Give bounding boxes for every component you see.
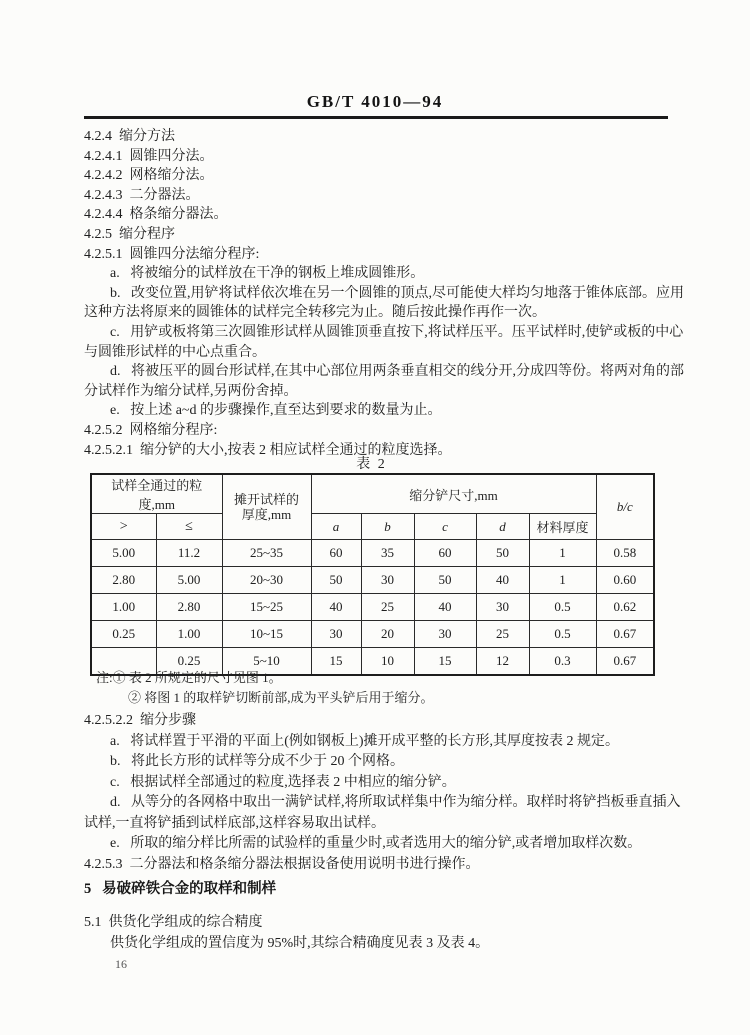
list-item: a. 将试样置于平滑的平面上(例如钢板上)摊开成平整的长方形,其厚度按表 2 规定。: [110, 733, 620, 749]
table-cell: 1: [529, 540, 596, 567]
list-item: d. 将被压平的圆台形试样,在其中心部位用两条垂直相交的线分开,分成四等份。将两对角的部: [110, 364, 684, 380]
clause-line: 5.1 供货化学组成的综合精度: [84, 915, 263, 930]
clause-block-51: [84, 912, 724, 954]
list-item: e. 按上述 a~d 的步骤操作,直至达到要求的数量为止。: [110, 403, 442, 419]
table-row: [91, 540, 654, 567]
clause-block-42522: [84, 711, 724, 875]
table-cell: 1: [529, 567, 596, 594]
table-cell: 50: [476, 540, 529, 567]
table-cell: 0.5: [529, 594, 596, 621]
list-item-continuation: 试样,一直将铲插到试样底部,这样容易取出试样。: [84, 815, 385, 831]
table-cell: 25~35: [222, 540, 311, 567]
col-header-a: a: [311, 514, 361, 540]
table-cell: 35: [361, 540, 414, 567]
table-cell: 0.58: [596, 540, 654, 567]
table-cell: 10~15: [222, 621, 311, 648]
table-cell: 0.5: [529, 621, 596, 648]
clause-line: 4.2.4.2 网格缩分法。: [84, 168, 214, 184]
table-2: [90, 473, 655, 676]
col-header-material-thickness: 材料厚度: [529, 514, 596, 540]
list-item: c. 根据试样全部通过的粒度,选择表 2 中相应的缩分铲。: [110, 774, 456, 790]
col-header-c: c: [414, 514, 476, 540]
col-header-b: b: [361, 514, 414, 540]
clause-line: 4.2.5.2.2 缩分步骤: [84, 713, 196, 728]
table-cell: 2.80: [156, 594, 222, 621]
col-header-ratio-bc: b/c: [596, 474, 654, 540]
table-cell: 11.2: [156, 540, 222, 567]
clause-line: 4.2.4.4 格条缩分器法。: [84, 207, 228, 223]
col-header-le: ≤: [156, 514, 222, 540]
table-cell: 25: [476, 621, 529, 648]
table-notes: [84, 668, 724, 707]
list-item: b. 将此长方形的试样等分成不少于 20 个网格。: [110, 754, 404, 769]
header-rule: [84, 116, 668, 119]
clause-line: 4.2.5.3 二分器法和格条缩分器法根据设备使用说明书进行操作。: [84, 856, 480, 872]
table-cell: 30: [311, 621, 361, 648]
table-cell: 40: [414, 594, 476, 621]
table-cell: 60: [311, 540, 361, 567]
clause-line: 4.2.4.1 圆锥四分法。: [84, 148, 214, 164]
table-cell: 30: [476, 594, 529, 621]
list-item: c. 用铲或板将第三次圆锥形试样从圆锥顶垂直按下,将试样压平。压平试样时,使铲或板的中心: [110, 324, 684, 340]
table-row: [91, 621, 654, 648]
table-cell: 1.00: [156, 621, 222, 648]
table-cell: 50: [414, 567, 476, 594]
col-header-spread-line2: 厚度,mm: [241, 507, 292, 522]
table-subheader-row: [91, 514, 654, 540]
table-cell: 10: [361, 648, 414, 675]
table-cell: 15~25: [222, 594, 311, 621]
table-cell: 30: [361, 567, 414, 594]
clause-line: 4.2.5.2 网格缩分程序:: [84, 422, 218, 438]
clause-block-424: [84, 127, 724, 460]
col-header-particle-size: 试样全通过的粒度,mm: [91, 474, 222, 514]
col-header-shovel-size: 缩分铲尺寸,mm: [311, 474, 596, 514]
table-cell: 0.25: [91, 621, 156, 648]
standard-code: GB/T 4010—94: [306, 92, 444, 111]
list-item: a. 将被缩分的试样放在干净的钢板上堆成圆锥形。: [110, 266, 425, 282]
table-cell: 5.00: [91, 540, 156, 567]
table-row: [91, 594, 654, 621]
table-cell: 12: [476, 648, 529, 675]
table-cell: 0.67: [596, 621, 654, 648]
clause-line: 4.2.4.3 二分器法。: [84, 187, 200, 203]
table-cell: 25: [361, 594, 414, 621]
list-item-continuation: 分试样作为缩分试样,另两份舍掉。: [84, 383, 298, 399]
list-item-continuation: 这种方法将原来的圆锥体的试样完全转移完为止。随后按此操作再作一次。: [84, 305, 546, 321]
table-cell: 20: [361, 621, 414, 648]
list-item-continuation: 与圆锥形试样的中心点重合。: [84, 344, 266, 360]
table-cell: 2.80: [91, 567, 156, 594]
table-cell: 5.00: [156, 567, 222, 594]
table-cell: 0.67: [596, 648, 654, 675]
clause-line: 4.2.5.1 圆锥四分法缩分程序:: [84, 246, 260, 262]
clause-line: 4.2.5 缩分程序: [84, 226, 175, 242]
table-cell: 1.00: [91, 594, 156, 621]
table-row: [91, 567, 654, 594]
table-header-row: [91, 474, 654, 514]
clause-line: 4.2.5.2.1 缩分铲的大小,按表 2 相应试样全通过的粒度选择。: [84, 442, 452, 458]
section-5-heading: 5 易破碎铁合金的取样和制样: [84, 881, 277, 897]
note-line: 注:① 表 2 所规定的尺寸见图 1。: [96, 670, 282, 685]
table-cell: 40: [476, 567, 529, 594]
table-cell: 15: [414, 648, 476, 675]
list-item: b. 改变位置,用铲将试样依次堆在另一个圆锥的顶点,尽可能使大样均匀地落于锥体底部。应用: [110, 285, 684, 301]
table-cell: 50: [311, 567, 361, 594]
list-item: e. 所取的缩分样比所需的试验样的重量少时,或者选用大的缩分铲,或者增加取样次数。: [110, 836, 642, 851]
note-line: ② 将图 1 的取样铲切断前部,成为平头铲后用于缩分。: [128, 689, 434, 705]
table-cell: 30: [414, 621, 476, 648]
table-cell: 5~10: [222, 648, 311, 675]
table-cell: 0.25: [156, 648, 222, 675]
table-cell: 0.3: [529, 648, 596, 675]
table-cell: 20~30: [222, 567, 311, 594]
col-header-spread-thickness: [222, 474, 311, 540]
table-caption: 表 2: [356, 457, 387, 472]
table-cell: 0.60: [596, 567, 654, 594]
table-cell: 0.62: [596, 594, 654, 621]
col-header-d: d: [476, 514, 529, 540]
page-number: 16: [115, 957, 127, 971]
table-cell: 60: [414, 540, 476, 567]
list-item: d. 从等分的各网格中取出一满铲试样,将所取试样集中作为缩分样。取样时将铲挡板垂直插入: [110, 795, 681, 810]
col-header-gt: >: [91, 514, 156, 540]
col-header-spread-line1: 摊开试样的: [234, 492, 300, 507]
clause-line: 4.2.4 缩分方法: [84, 129, 175, 144]
table-cell: 15: [311, 648, 361, 675]
table-cell: 40: [311, 594, 361, 621]
paragraph-line: 供货化学组成的置信度为 95%时,其综合精确度见表 3 及表 4。: [110, 936, 490, 951]
